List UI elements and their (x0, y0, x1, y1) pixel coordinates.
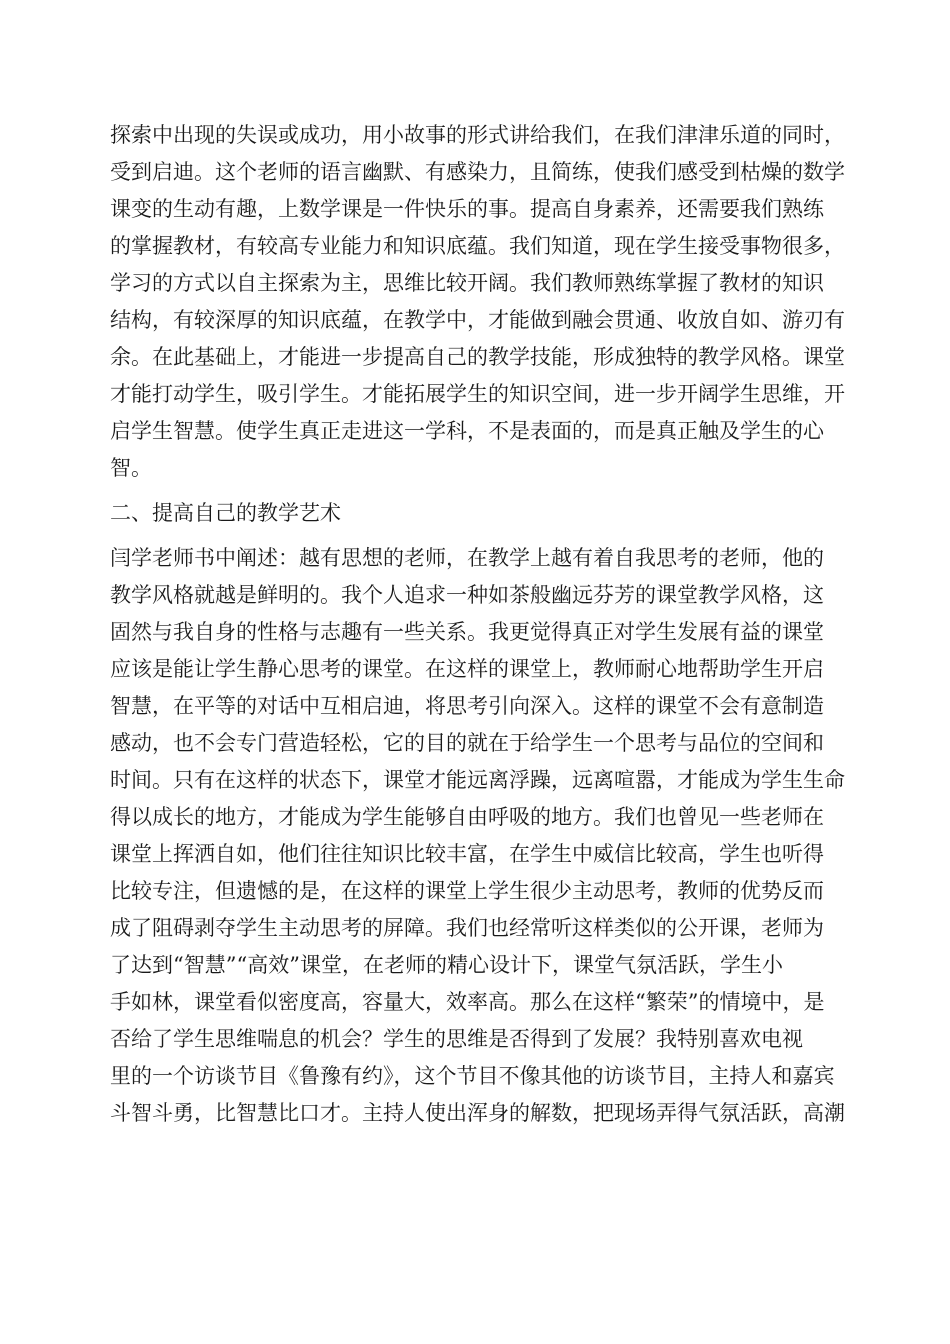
text-line: 探索中出现的失误或成功，用小故事的形式讲给我们，在我们津津乐道的同时， (110, 123, 845, 147)
paragraph-2 (110, 540, 860, 1132)
text-line: 应该是能让学生静心思考的课堂。在这样的课堂上，教师耐心地帮助学生开启 (110, 657, 824, 681)
section-heading-block (110, 495, 860, 532)
text-line: 得以成长的地方，才能成为学生能够自由呼吸的地方。我们也曾见一些老师在 (110, 805, 824, 829)
text-line: 了达到“智慧”“高效”课堂，在老师的精心设计下，课堂气氛活跃，学生小 (110, 953, 783, 977)
text-line: 结构，有较深厚的知识底蕴，在教学中，才能做到融会贯通、收放自如、游刃有 (110, 308, 845, 332)
text-line: 感动，也不会专门营造轻松，它的目的就在于给学生一个思考与品位的空间和 (110, 731, 824, 755)
text-line: 固然与我自身的性格与志趣有一些关系。我更觉得真正对学生发展有益的课堂 (110, 620, 824, 644)
paragraph-spacer (110, 487, 860, 495)
text-line: 手如林，课堂看似密度高，容量大，效率高。那么在这样“繁荣”的情境中，是 (110, 990, 825, 1014)
text-line: 教学风格就越是鲜明的。我个人追求一种如茶般幽远芬芳的课堂教学风格，这 (110, 583, 824, 607)
document-body (110, 117, 860, 1132)
text-line: 里的一个访谈节目《鲁豫有约》，这个节目不像其他的访谈节目，主持人和嘉宾 (110, 1064, 835, 1088)
text-line: 课变的生动有趣，上数学课是一件快乐的事。提高自身素养，还需要我们熟练 (110, 197, 824, 221)
text-line: 学习的方式以自主探索为主，思维比较开阔。我们教师熟练掌握了教材的知识 (110, 271, 824, 295)
text-line: 启学生智慧。使学生真正走进这一学科，不是表面的，而是真正触及学生的心 (110, 419, 824, 443)
text-line: 课堂上挥洒自如，他们往往知识比较丰富，在学生中威信比较高，学生也听得 (110, 842, 824, 866)
text-line: 成了阻碍剥夺学生主动思考的屏障。我们也经常听这样类似的公开课，老师为 (110, 916, 824, 940)
text-line: 智。 (110, 456, 152, 480)
paragraph-spacer (110, 532, 860, 540)
text-line: 智慧，在平等的对话中互相启迪，将思考引向深入。这样的课堂不会有意制造 (110, 694, 824, 718)
text-line: 余。在此基础上，才能进一步提高自己的教学技能，形成独特的教学风格。课堂 (110, 345, 845, 369)
text-line: 受到启迪。这个老师的语言幽默、有感染力，且简练，使我们感受到枯燥的数学 (110, 160, 845, 184)
text-line: 才能打动学生，吸引学生。才能拓展学生的知识空间，进一步开阔学生思维，开 (110, 382, 845, 406)
text-line: 时间。只有在这样的状态下，课堂才能远离浮躁，远离喧嚣，才能成为学生生命 (110, 768, 845, 792)
text-line: 否给了学生思维喘息的机会？学生的思维是否得到了发展？我特别喜欢电视 (110, 1027, 803, 1051)
section-heading: 二、提高自己的教学艺术 (110, 501, 341, 525)
paragraph-1 (110, 117, 860, 487)
text-line: 斗智斗勇，比智慧比口才。主持人使出浑身的解数，把现场弄得气氛活跃，高潮 (110, 1101, 845, 1125)
text-line: 的掌握教材，有较高专业能力和知识底蕴。我们知道，现在学生接受事物很多， (110, 234, 845, 258)
text-line: 比较专注，但遗憾的是，在这样的课堂上学生很少主动思考，教师的优势反而 (110, 879, 824, 903)
text-line: 闫学老师书中阐述：越有思想的老师，在教学上越有着自我思考的老师，他的 (110, 546, 824, 570)
